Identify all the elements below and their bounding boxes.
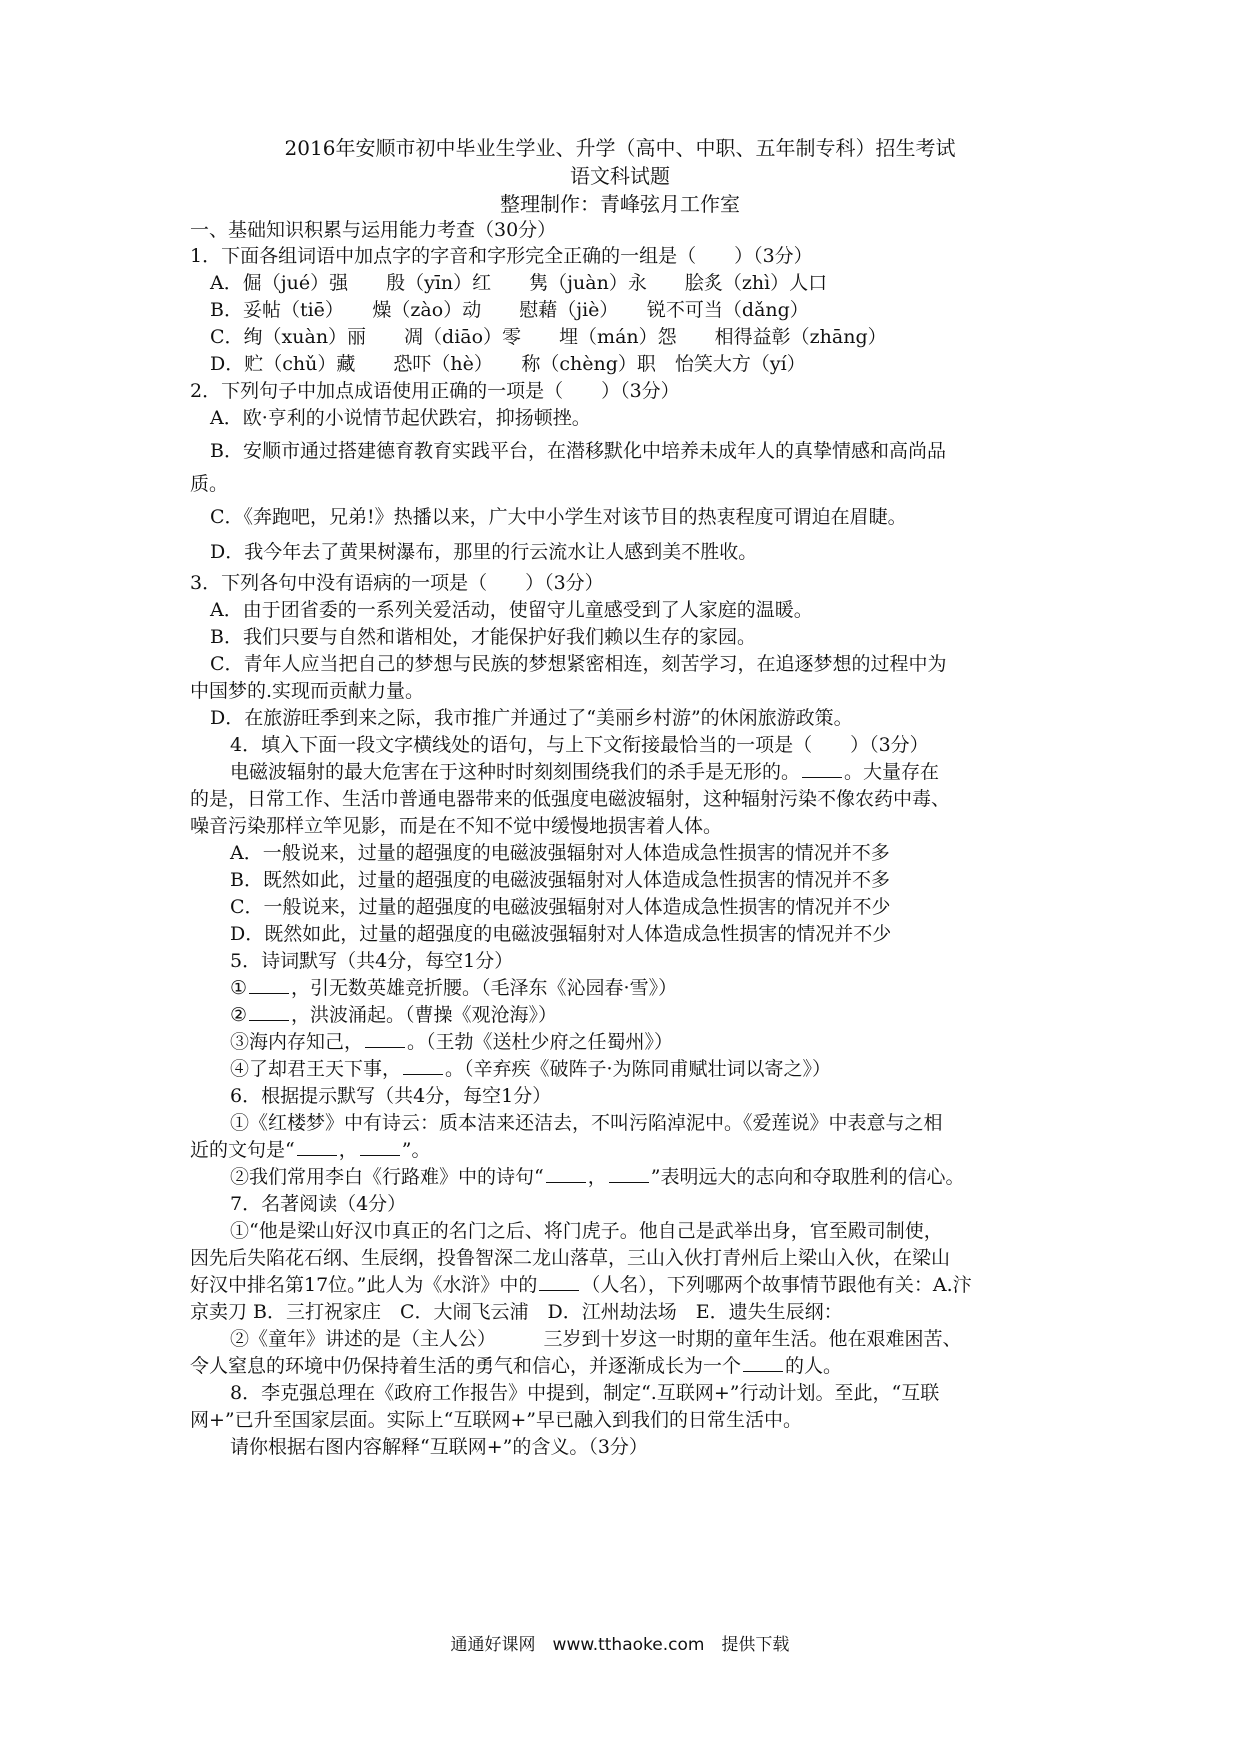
q4-option-b: B．既然如此，过量的超强度的电磁波强辐射对人体造成急性损害的情况并不多	[230, 869, 890, 891]
q1-option-c: C．绚（xuàn）丽 凋（diāo）零 埋（mán）怨 相得益彰（zhāng）	[210, 326, 887, 348]
q1-option-a: A．倔（jué）强 殷（yīn）红 隽（juàn）永 脍炙（zhì）人口	[210, 272, 828, 294]
q5-line1	[230, 974, 677, 1002]
q4-passage-line3: 噪音污染那样立竿见影，而是在不知不觉中缓慢地损害着人体。	[190, 815, 723, 837]
answer-blank[interactable]	[365, 1029, 405, 1048]
answer-blank[interactable]	[546, 1164, 586, 1183]
q6-line3-sep: ，	[587, 1166, 607, 1188]
answer-blank[interactable]	[297, 1137, 337, 1156]
q6-line3-end: ”表明远大的志向和夺取胜利的信心。	[650, 1166, 965, 1188]
q7-line3-text: 好汉中排名第17位。”此人为《水浒》中的	[190, 1274, 538, 1296]
q5-line2-text: ，洪波涌起。（曹操《观沧海》）	[291, 1004, 558, 1026]
q5-line4-text: ④了却君王天下事，	[230, 1058, 402, 1080]
q6-stem: 6．根据提示默写（共4分，每空1分）	[230, 1085, 552, 1107]
q5-line1-text: ，引无数英雄竞折腰。（毛泽东《沁园春·雪》）	[291, 977, 678, 999]
exam-producer: 整理制作：青峰弦月工作室	[500, 192, 740, 216]
q6-line3	[230, 1163, 964, 1191]
q1-option-d: D．贮（chǔ）藏 恐吓（hè） 称（chèng）职 怡笑大方（yí）	[210, 353, 806, 375]
q3-option-a: A．由于团省委的一系列关爱活动，使留守儿童感受到了人家庭的温暖。	[210, 599, 813, 621]
section-heading: 一、基础知识积累与运用能力考查（30分）	[190, 219, 557, 241]
q2-option-a: A．欧·亨利的小说情节起伏跌宕，抑扬顿挫。	[210, 407, 591, 429]
q5-line4	[230, 1055, 831, 1083]
exam-title: 2016年安顺市初中毕业生学业、升学（高中、中职、五年制专科）招生考试	[284, 136, 956, 160]
q2-option-d: D．我今年去了黄果树瀑布，那里的行云流水让人感到美不胜收。	[210, 541, 758, 563]
q8-line1: 8．李克强总理在《政府工作报告》中提到，制定“.互联网+”行动计划。至此，“互联	[230, 1382, 940, 1404]
q7-line6-tail: 的人。	[785, 1355, 843, 1377]
answer-blank[interactable]	[609, 1164, 649, 1183]
q4-stem: 4．填入下面一段文字横线处的语句，与上下文衔接最恰当的一项是（ ）（3分）	[230, 734, 929, 756]
q1-option-b: B．妥帖（tiē） 燥（zào）动 慰藉（jiè） 锐不可当（dǎng）	[210, 299, 809, 321]
q6-line2-text: 近的文句是“	[190, 1139, 295, 1161]
q3-stem: 3．下列各句中没有语病的一项是（ ）（3分）	[190, 572, 604, 594]
answer-blank[interactable]	[403, 1056, 443, 1075]
q7-stem: 7．名著阅读（4分）	[230, 1193, 407, 1215]
exam-subject: 语文科试题	[570, 164, 670, 188]
q6-line1: ①《红楼梦》中有诗云：质本洁来还洁去，不叫污陷淖泥中。《爱莲说》中表意与之相	[230, 1112, 943, 1134]
answer-blank[interactable]	[360, 1137, 400, 1156]
q3-option-d: D．在旅游旺季到来之际，我市推广并通过了“美丽乡村游”的休闲旅游政策。	[210, 707, 853, 729]
q7-line5: ②《童年》讲述的是（主人公） 三岁到十岁这一时期的童年生活。他在艰难困苦、	[230, 1328, 962, 1350]
q5-line2-num: ②	[230, 1004, 248, 1026]
q8-line3: 请你根据右图内容解释“互联网+”的含义。（3分）	[230, 1436, 648, 1458]
q7-line3	[190, 1271, 972, 1299]
q5-line1-num: ①	[230, 977, 248, 999]
q5-stem: 5．诗词默写（共4分，每空1分）	[230, 950, 514, 972]
q7-line6-text: 令人窒息的环境中仍保持着生活的勇气和信心，并逐渐成长为一个	[190, 1355, 742, 1377]
footer-credit: 通通好课网 www.tthaoke.com 提供下载	[450, 1635, 790, 1655]
q2-stem: 2．下列句子中加点成语使用正确的一项是（ ）（3分）	[190, 380, 680, 402]
q5-line3-source: 。（王勃《送杜少府之任蜀州》）	[407, 1031, 674, 1053]
q5-line4-source: 。（辛弃疾《破阵子·为陈同甫赋壮词以寄之》）	[445, 1058, 832, 1080]
q3-option-c-line1: C．青年人应当把自己的梦想与民族的梦想紧密相连，刻苦学习，在追逐梦想的过程中为	[210, 653, 947, 675]
q8-line2: 网+”已升至国家层面。实际上“互联网+”早已融入到我们的日常生活中。	[190, 1409, 802, 1431]
q7-line6	[190, 1352, 842, 1380]
q1-stem: 1．下面各组词语中加点字的字音和字形完全正确的一组是（ ）（3分）	[190, 245, 813, 267]
answer-blank[interactable]	[743, 1353, 783, 1372]
answer-blank[interactable]	[249, 975, 289, 994]
answer-blank[interactable]	[539, 1272, 579, 1291]
q2-option-b-line1: B．安顺市通过搭建德育教育实践平台，在潜移默化中培养未成年人的真挚情感和高尚品	[210, 440, 946, 462]
q2-option-b-line2: 质。	[190, 473, 229, 495]
q7-line2: 因先后失陷花石纲、生辰纲，投鲁智深二龙山落草，三山入伙打青州后上梁山入伙，在梁山	[190, 1247, 951, 1269]
q3-option-b: B．我们只要与自然和谐相处，才能保护好我们赖以生存的家园。	[210, 626, 756, 648]
q7-line3-tail: （人名），下列哪两个故事情节跟他有关：A.汴	[581, 1274, 972, 1296]
q5-line3-text: ③海内存知己，	[230, 1031, 364, 1053]
q6-line2-end: ”。	[401, 1139, 431, 1161]
q4-option-d: D．既然如此，过量的超强度的电磁波强辐射对人体造成急性损害的情况并不少	[230, 923, 892, 945]
q6-line3-text: ②我们常用李白《行路难》中的诗句“	[230, 1166, 544, 1188]
answer-blank[interactable]	[249, 1002, 289, 1021]
q6-line2	[190, 1136, 430, 1164]
q7-line1: ①“他是梁山好汉巾真正的名门之后、将门虎子。他自己是武举出身，官至殿司制使，	[230, 1220, 943, 1242]
q4-passage-text-tail: 。大量存在	[844, 761, 940, 783]
q2-option-c: C．《奔跑吧，兄弟!》热播以来，广大中小学生对该节目的热衷程度可谓迫在眉睫。	[210, 506, 907, 528]
q4-passage-line1	[230, 758, 939, 786]
q4-passage-text: 电磁波辐射的最大危害在于这种时时刻刻围绕我们的杀手是无形的。	[230, 761, 801, 783]
q5-line3	[230, 1028, 673, 1056]
q7-line4: 京卖刀 B．三打祝家庄 C．大闹飞云浦 D．江州劫法场 E．遗失生辰纲：	[190, 1301, 843, 1323]
q5-line2	[230, 1001, 557, 1029]
q3-option-c-line2: 中国梦的.实现而贡献力量。	[190, 680, 425, 702]
q4-option-a: A．一般说来，过量的超强度的电磁波强辐射对人体造成急性损害的情况并不多	[230, 842, 890, 864]
q4-option-c: C．一般说来，过量的超强度的电磁波强辐射对人体造成急性损害的情况并不少	[230, 896, 891, 918]
q4-passage-line2: 的是，日常工作、生活巾普通电器带来的低强度电磁波辐射，这种辐射污染不像农药中毒、	[190, 788, 951, 810]
answer-blank[interactable]	[802, 759, 842, 778]
q6-line2-sep: ，	[338, 1139, 358, 1161]
